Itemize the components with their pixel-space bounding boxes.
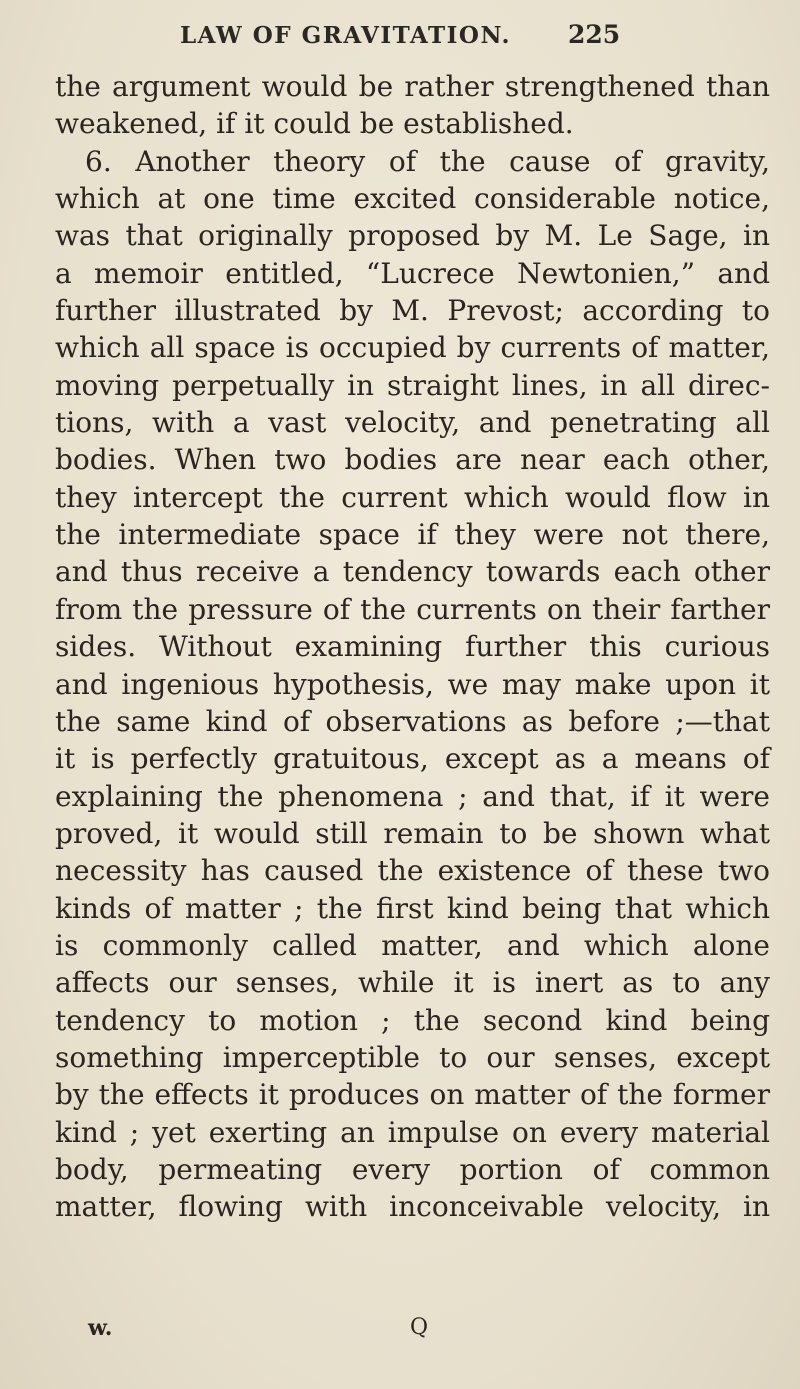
text-line: it is perfectly gratuitous, except as a means of xyxy=(55,742,770,776)
text-line: and thus receive a tendency towards each other xyxy=(55,555,770,589)
text-line: was that originally proposed by M. Le Sage, in xyxy=(55,219,770,253)
page-footer xyxy=(0,1315,800,1355)
signature-mark-left: w. xyxy=(88,1315,113,1341)
text-line: proved, it would still remain to be shown what xyxy=(55,816,770,850)
text-line: sides. Without examining further this curious xyxy=(55,630,770,664)
text-line: explaining the phenomena ; and that, if it were xyxy=(55,779,770,813)
text-line: the same kind of observations as before ;—that xyxy=(55,704,770,738)
text-line: the argument would be rather strengthened than xyxy=(55,70,770,103)
text-line: by the effects it produces on matter of the former xyxy=(55,1078,770,1112)
text-line: body, permeating every portion of common xyxy=(55,1152,770,1186)
text-line: necessity has caused the existence of these two xyxy=(55,854,770,888)
text-line: moving perpetually in straight lines, in all direc- xyxy=(55,368,770,402)
text-line: further illustrated by M. Prevost; according to xyxy=(55,294,770,328)
text-line: which at one time excited considerable notice, xyxy=(55,182,770,216)
text-line: matter, flowing with inconceivable velocity, in xyxy=(55,1190,770,1224)
text-line: weakened, if it could be established. xyxy=(55,107,574,141)
text-line: kind ; yet exerting an impulse on every material xyxy=(55,1115,770,1149)
text-line: they intercept the current which would flow in xyxy=(55,480,770,514)
text-line: bodies. When two bodies are near each other, xyxy=(55,443,770,477)
signature-mark-right: Q xyxy=(410,1315,429,1340)
text-line: from the pressure of the currents on their farther xyxy=(55,592,770,626)
text-line: and ingenious hypothesis, we may make upon it xyxy=(55,667,770,701)
body-text xyxy=(55,68,770,1226)
page-number: 225 xyxy=(568,20,621,49)
text-line: the intermediate space if they were not there, xyxy=(55,518,770,552)
text-line: tendency to motion ; the second kind being xyxy=(55,1003,770,1037)
text-line: kinds of matter ; the first kind being that which xyxy=(55,891,770,925)
running-head: LAW OF GRAVITATION. xyxy=(180,22,512,49)
text-line: affects our senses, while it is inert as to any xyxy=(55,966,770,1000)
text-line: tions, with a vast velocity, and penetrating all xyxy=(55,406,770,440)
text-line: something imperceptible to our senses, except xyxy=(55,1040,770,1074)
text-line: which all space is occupied by currents of matter, xyxy=(55,331,770,365)
text-line: a memoir entitled, “Lucrece Newtonien,” and xyxy=(55,256,770,290)
paragraph-start-line: 6. Another theory of the cause of gravity, xyxy=(85,144,770,178)
text-line: is commonly called matter, and which alone xyxy=(55,928,770,962)
page-header xyxy=(0,12,800,52)
